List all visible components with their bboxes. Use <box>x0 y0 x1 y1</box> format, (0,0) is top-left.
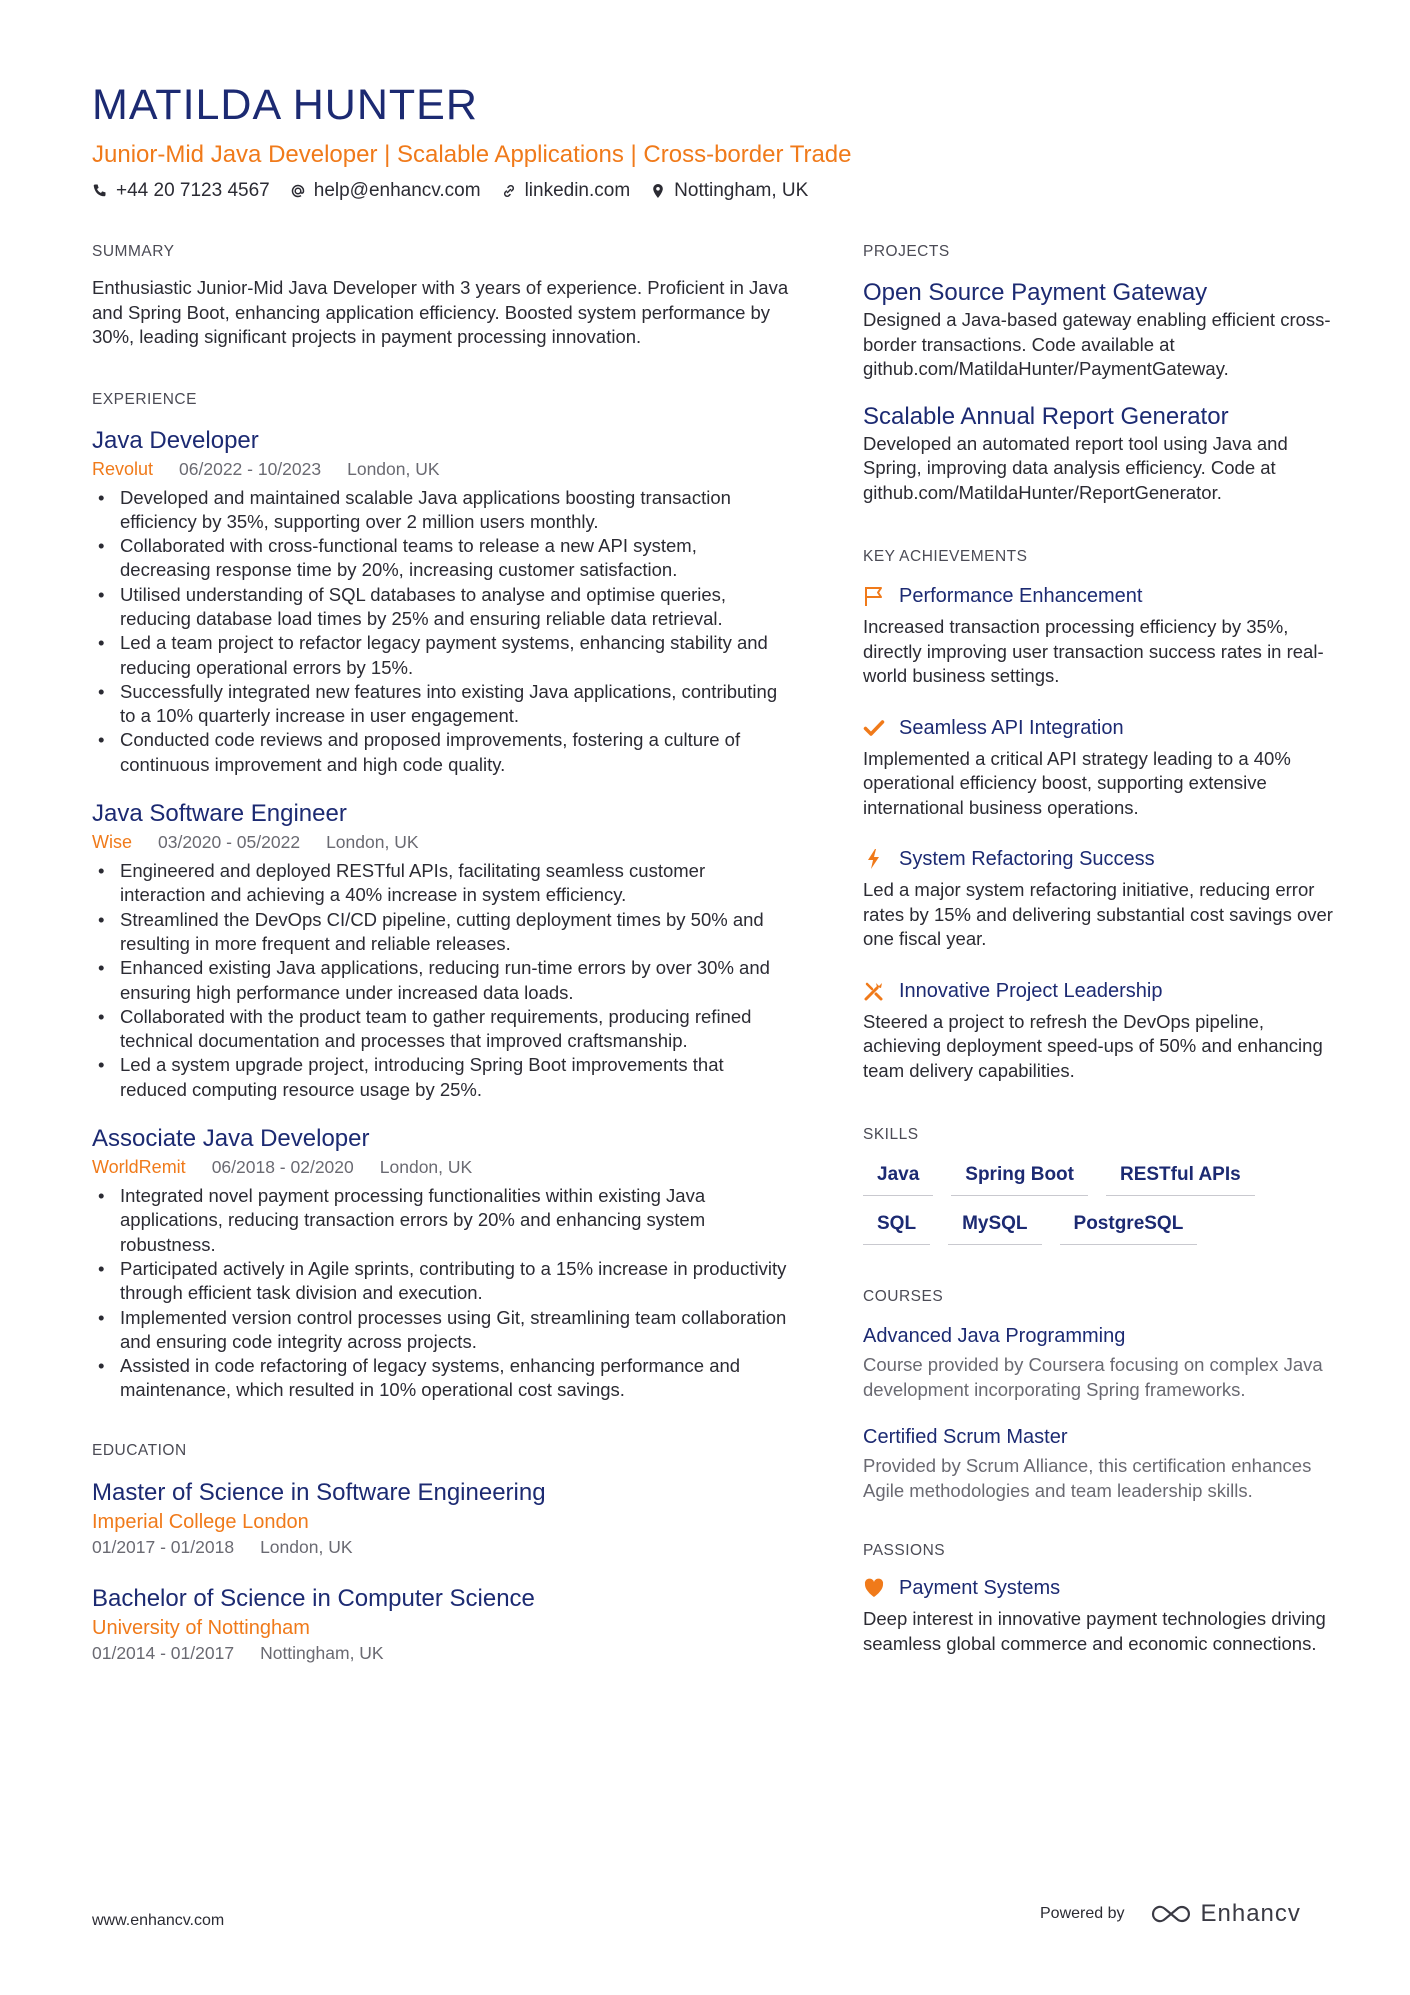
contact-location <box>650 178 808 204</box>
bullet: • Developed and maintained scalable Java applications boosting transaction efficiency by 35%, supporting over 2 million users monthly. <box>92 486 792 535</box>
education-dates: 01/2014 - 01/2017 <box>92 1642 235 1663</box>
achievement-entry <box>863 978 1333 1084</box>
education-entry <box>92 1477 792 1559</box>
bullet: • Conducted code reviews and proposed improvements, fostering a culture of continuous improvement and high code quality. <box>92 728 792 777</box>
achievement-title: Innovative Project Leadership <box>899 979 1163 1002</box>
bullet: • Streamlined the DevOps CI/CD pipeline, cutting deployment times by 50% and resulting in more frequent and reliable releases. <box>92 908 792 957</box>
job-location: London, UK <box>326 832 419 853</box>
passion-entry <box>863 1575 1333 1656</box>
job-entry <box>92 799 792 1102</box>
education-meta <box>92 1641 792 1665</box>
contact-phone <box>92 178 270 204</box>
candidate-name: MATILDA HUNTER <box>92 81 478 129</box>
section-title-experience: EXPERIENCE <box>92 390 197 408</box>
projects-section <box>863 240 1333 505</box>
location-text: Nottingham, UK <box>674 180 809 201</box>
school-name: Imperial College London <box>92 1510 309 1533</box>
achievement-entry <box>863 846 1333 952</box>
summary-text: Enthusiastic Junior-Mid Java Developer with 3 years of experience. Proficient in Java and Spring Boot, enhancing application efficiency. Boosted system performance by 30%, leading significant projects in payment processing innovation. <box>92 277 789 347</box>
contact-bar <box>92 178 1332 204</box>
section-title-courses: COURSES <box>863 1288 944 1305</box>
link-icon <box>501 183 517 199</box>
bullet: • Participated actively in Agile sprints, contributing to a 15% increase in productivity through efficient task division and execution. <box>92 1257 792 1306</box>
lightning-icon <box>863 848 885 870</box>
bullet: • Engineered and deployed RESTful APIs, facilitating seamless customer interaction and achieving a 40% increase in system efficiency. <box>92 859 792 908</box>
achievement-header <box>863 846 1333 872</box>
skill-tag: Spring Boot <box>951 1161 1088 1196</box>
job-bullets <box>92 859 792 1102</box>
bullet: • Collaborated with cross-functional teams to release a new API system, decreasing response time by 20%, increasing customer satisfaction. <box>92 534 792 583</box>
bullet: • Led a system upgrade project, introducing Spring Boot improvements that reduced computing resource usage by 25%. <box>92 1053 792 1102</box>
brand-logo[interactable] <box>1149 1900 1301 1928</box>
job-title: Java Developer <box>92 426 259 454</box>
bullet: • Implemented version control processes using Git, streamlining team collaboration and ensuring code integrity across projects. <box>92 1306 792 1355</box>
section-title-education: EDUCATION <box>92 1441 187 1459</box>
passion-header <box>863 1575 1333 1601</box>
section-title-achievements: KEY ACHIEVEMENTS <box>863 548 1028 565</box>
course-entry <box>863 1424 1333 1503</box>
achievement-title: Performance Enhancement <box>899 585 1143 607</box>
achievement-description: Implemented a critical API strategy leading to a 40% operational efficiency boost, supporting extensive international business operations. <box>863 747 1291 818</box>
skill-tag: Java <box>863 1161 933 1196</box>
headline: Junior-Mid Java Developer | Scalable Applications | Cross-border Trade <box>92 141 852 168</box>
project-title: Scalable Annual Report Generator <box>863 402 1229 430</box>
bullet: • Utilised understanding of SQL databases to analyse and optimise queries, reducing database load times by 25% and ensuring reliable data retrieval. <box>92 583 792 632</box>
achievement-description: Steered a project to refresh the DevOps pipeline, achieving deployment speed-ups of 50% and enhancing team delivery capabilities. <box>863 1010 1323 1081</box>
bullet: • Collaborated with the product team to gather requirements, producing refined technical documentation and processes that improved craftsmanship. <box>92 1005 792 1054</box>
course-entry <box>863 1323 1333 1402</box>
project-title: Open Source Payment Gateway <box>863 279 1208 306</box>
skills-section <box>863 1123 1333 1245</box>
contact-email[interactable] <box>290 178 481 204</box>
achievements-section <box>863 545 1333 1083</box>
project-description: Designed a Java-based gateway enabling efficient cross-border transactions. Code available at github.com/MatildaHunter/PaymentGateway. <box>863 309 1331 379</box>
phone-icon <box>92 183 108 199</box>
job-dates: 06/2022 - 10/2023 <box>179 458 322 479</box>
education-dates: 01/2017 - 01/2018 <box>92 1536 235 1557</box>
left-column <box>92 240 792 1703</box>
achievement-header <box>863 978 1333 1004</box>
job-dates: 03/2020 - 05/2022 <box>158 832 301 853</box>
experience-section <box>92 388 792 1403</box>
course-description: Course provided by Coursera focusing on complex Java development incorporating Spring frameworks. <box>863 1354 1323 1400</box>
education-section <box>92 1439 792 1665</box>
project-description: Developed an automated report tool using Java and Spring, improving data analysis efficiency. Code at github.com/MatildaHunter/ReportGenerator. <box>863 432 1288 503</box>
footer-branding <box>1040 1900 1301 1928</box>
achievement-entry <box>863 715 1333 821</box>
bullet: • Enhanced existing Java applications, reducing run-time errors by over 30% and ensuring high performance under increased data loads. <box>92 956 792 1005</box>
tools-icon <box>863 980 885 1002</box>
section-title-summary: SUMMARY <box>92 243 175 260</box>
passion-description: Deep interest in innovative payment technologies driving seamless global commerce and economic connections. <box>863 1608 1326 1654</box>
job-entry <box>92 426 792 778</box>
achievement-header <box>863 583 1333 609</box>
company-name: WorldRemit <box>92 1157 186 1178</box>
summary-section <box>92 240 792 350</box>
job-bullets <box>92 486 792 778</box>
location-pin-icon <box>650 183 666 199</box>
skill-tag: SQL <box>863 1210 930 1245</box>
passion-title: Payment Systems <box>899 1577 1061 1599</box>
job-dates: 06/2018 - 02/2020 <box>211 1157 354 1178</box>
powered-by-text: Powered by <box>1040 1905 1125 1922</box>
achievement-description: Led a major system refactoring initiative, reducing error rates by 15% and delivering substantial cost savings over one fiscal year. <box>863 879 1333 949</box>
contact-linkedin[interactable] <box>501 178 631 204</box>
company-name: Wise <box>92 832 132 853</box>
resume-header <box>92 80 1332 204</box>
achievement-description: Increased transaction processing efficiency by 35%, directly improving user transaction success rates in real-world business settings. <box>863 616 1324 686</box>
achievement-header <box>863 715 1333 741</box>
achievement-title: Seamless API Integration <box>899 716 1124 739</box>
project-entry <box>863 402 1333 506</box>
job-location: London, UK <box>347 458 440 479</box>
skills-list <box>863 1161 1303 1245</box>
job-entry <box>92 1124 792 1403</box>
job-title: Associate Java Developer <box>92 1125 370 1153</box>
skill-tag: RESTful APIs <box>1106 1161 1255 1196</box>
achievement-title: System Refactoring Success <box>899 848 1155 870</box>
right-column <box>863 240 1333 1694</box>
skill-tag: PostgreSQL <box>1060 1210 1198 1245</box>
job-location: London, UK <box>379 1157 473 1178</box>
bullet: • Led a team project to refactor legacy payment systems, enhancing stability and reducing operational errors by 15%. <box>92 631 792 680</box>
bullet: • Assisted in code refactoring of legacy systems, enhancing performance and maintenance, which resulted in 10% operational cost savings. <box>92 1354 792 1403</box>
phone-text: +44 20 7123 4567 <box>116 180 270 201</box>
footer-website[interactable]: www.enhancv.com <box>92 1912 225 1929</box>
brand-name: Enhancv <box>1200 1900 1301 1927</box>
enhancv-logo-icon <box>1149 1903 1193 1925</box>
school-name: University of Nottingham <box>92 1616 310 1639</box>
email-text[interactable]: help@enhancv.com <box>313 180 481 201</box>
project-entry <box>863 278 1333 382</box>
bullet: • Successfully integrated new features into existing Java applications, contributing to a 10% quarterly increase in user engagement. <box>92 680 792 729</box>
course-title: Advanced Java Programming <box>863 1325 1126 1347</box>
education-meta <box>92 1535 792 1559</box>
heart-icon <box>863 1577 885 1599</box>
courses-section <box>863 1285 1333 1503</box>
job-bullets <box>92 1184 792 1403</box>
course-title: Certified Scrum Master <box>863 1426 1068 1448</box>
bullet: • Integrated novel payment processing functionalities within existing Java applications, reducing transaction errors by 20% and enhancing system robustness. <box>92 1184 792 1257</box>
job-title: Java Software Engineer <box>92 800 347 828</box>
company-name: Revolut <box>92 458 154 479</box>
education-entry <box>92 1583 792 1665</box>
section-title-projects: PROJECTS <box>863 243 950 260</box>
course-description: Provided by Scrum Alliance, this certification enhances Agile methodologies and team leadership skills. <box>863 1455 1312 1501</box>
passions-section <box>863 1539 1333 1656</box>
education-location: Nottingham, UK <box>260 1642 384 1663</box>
job-meta <box>92 1154 792 1180</box>
section-title-skills: SKILLS <box>863 1126 919 1143</box>
linkedin-text[interactable]: linkedin.com <box>524 180 631 201</box>
at-icon <box>290 183 306 199</box>
flag-icon <box>863 585 885 607</box>
achievement-entry <box>863 583 1333 689</box>
section-title-passions: PASSIONS <box>863 1542 946 1559</box>
job-meta <box>92 829 792 855</box>
skill-tag: MySQL <box>948 1210 1041 1245</box>
job-meta <box>92 456 792 482</box>
degree-title: Bachelor of Science in Computer Science <box>92 1584 535 1612</box>
degree-title: Master of Science in Software Engineering <box>92 1478 546 1506</box>
check-icon <box>863 717 885 739</box>
education-location: London, UK <box>260 1536 353 1557</box>
